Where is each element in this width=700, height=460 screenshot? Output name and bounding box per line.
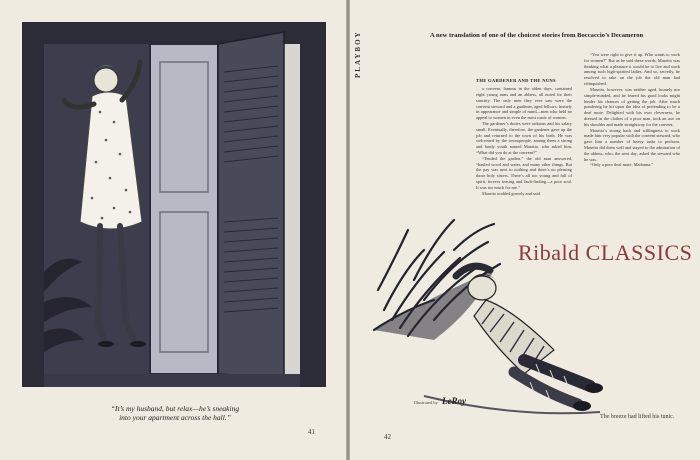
paragraph: Masetto, however, was neither aged, homely nor simple-minded, and he feared his good looks might hinder his chances of getting the job. After much pondering he hit upon the idea of pretending to be a deaf mute. Delighted with his own cleverness, he dressed in the clothes of a poor man, took an axe on his shoulder and made straightway for the convent.: [584, 86, 680, 127]
reclining-gardener-illustration: [364, 160, 604, 420]
feature-tagline: A new translation of one of the choicest stories from Boccaccio’s Decameron: [430, 32, 644, 39]
illustrator-signature: LeRoy: [442, 396, 466, 406]
text-column-2: [584, 52, 680, 168]
title-classics: CLASSICS: [585, 240, 693, 265]
masthead: PLAYBOY: [354, 30, 362, 78]
page-number-right: 42: [384, 433, 391, 441]
credit-prefix: Illustrated by: [414, 400, 438, 405]
illustration-caption: The breeze had lifted his tunic.: [600, 414, 675, 420]
left-page: [0, 0, 346, 460]
page-number-left: 41: [308, 428, 315, 436]
cartoon-caption: [30, 404, 320, 423]
paragraph: Masetto nodded gravely and said: [482, 190, 541, 196]
story-heading: THE GARDENER AND THE NUNS: [476, 78, 556, 83]
paragraph: Masetto’s strong back and willingness to work made him very popular with the convent steward, who gave him a number of heavy tasks to perform. Masetto did them well and stayed to the admiration of the abbess, who, the next day, asked the steward who he was.: [584, 127, 680, 162]
feature-title: [518, 240, 692, 266]
paragraph: a convent, famous in the olden days, contained eight young nuns and an abbess, all noted for their sanctity. The only men they ever saw were the convent steward and a gardener, aged fellows, homely in appearance and simple of mind—men who held no appeal to women in even the most rustic of women.: [476, 86, 572, 121]
caption-line-2: into your apartment across the hall.”: [119, 413, 231, 423]
right-page: [350, 0, 700, 460]
doorway-illustration: [22, 22, 326, 387]
paragraph: “Only a poor deaf mute, Madonna.”: [590, 162, 654, 168]
paragraph: “You were right to give it up. Who wants to work for women?” But as he said these words, Masetto was thinking what a pleasure it would be to live and work among such high-spirited ladies. And so, secretly, he resolved to take on the job the old man had relinquished.: [584, 52, 680, 87]
paragraph: “Tended the garden,” the old man answered, “hauled wood and water, and many other things. But the pay was next to nothing and there’s no pleasing those holy sisters. There’s all too young and full of spirit, forever teasing and fault-finding—a poor soul. It was too much for me.”: [476, 155, 572, 190]
caption-line-1: “It’s my husband, but relax—he’s sneaking: [110, 404, 240, 413]
illustrator-credit: [414, 396, 466, 406]
title-ribald: Ribald: [518, 240, 580, 265]
paragraph: The gardener’s duties were arduous and his salary small. Eventually, therefore, the gardener gave up the job and returned to the town of his birth. He was welcomed by the townspeople, among them a strong and hardy youth named Masetto, who asked him, “What did you do at the convent?”: [476, 120, 572, 155]
